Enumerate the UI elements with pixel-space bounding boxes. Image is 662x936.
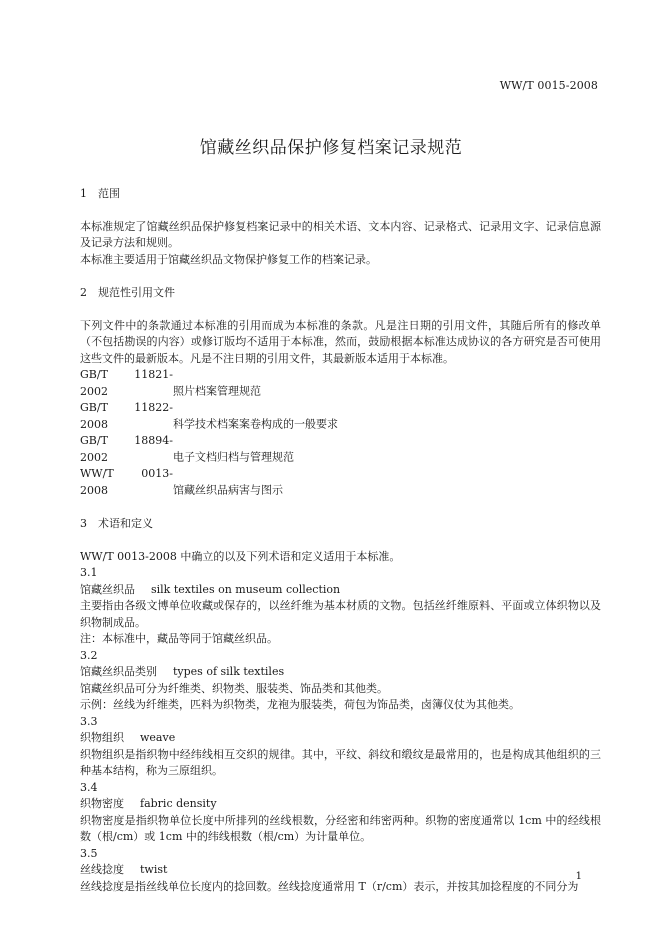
term-definition: 馆藏丝织品可分为纤维类、织物类、服装类、饰品类和其他类。 [80, 681, 388, 695]
term-zh: 丝线捻度 [80, 863, 124, 876]
term-title [80, 582, 601, 599]
term-en: types of silk textiles [173, 665, 285, 678]
term-definition: 织物组织是指织物中经纬线相互交织的规律。其中，平纹、斜纹和缎纹是最常用的，也是构成其他组织的三种基本结构，称为三原组织。 [80, 747, 601, 777]
reference-name: 照片档案管理规范 [173, 384, 261, 398]
term-title [80, 796, 601, 813]
reference-code: GB/T 18894-2002 [80, 434, 173, 464]
term-definition: 织物密度是指织物单位长度中所排列的丝线根数，分经密和纬密两种。织物的密度通常以 1cm 中的经线根数（根/cm）或 1cm 中的纬线根数（根/cm）为计量单位。 [80, 813, 601, 843]
term-title [80, 730, 601, 747]
term-title [80, 862, 601, 879]
term-number: 3.5 [80, 846, 98, 860]
term-title [80, 664, 601, 681]
term-zh: 馆藏丝织品类别 [80, 665, 157, 678]
reference-item [80, 367, 601, 400]
document-title: 馆藏丝织品保护修复档案记录规范 [199, 138, 463, 158]
term-zh: 织物密度 [80, 797, 124, 810]
section-1-heading: 1 范围 [80, 187, 120, 200]
reference-item [80, 433, 601, 466]
term-example: 示例：丝线为纤维类，匹料为织物类，龙袍为服装类，荷包为饰品类，卤簿仪仗为其他类。 [80, 698, 520, 711]
section-1-para-1: 本标准规定了馆藏丝织品保护修复档案记录中的相关术语、文本内容、记录格式、记录用文字、记录信息源及记录方法和规则。 [80, 219, 601, 249]
document-body [80, 186, 601, 895]
term-note: 注：本标准中，藏品等同于馆藏丝织品。 [80, 632, 278, 645]
section-1-para-2: 本标准主要适用于馆藏丝织品文物保护修复工作的档案记录。 [80, 252, 377, 266]
term-zh: 馆藏丝织品 [80, 582, 135, 596]
section-2-heading: 2 规范性引用文件 [80, 286, 175, 299]
reference-name: 馆藏丝织品病害与图示 [173, 483, 283, 497]
section-3-heading: 3 术语和定义 [80, 517, 153, 530]
term-en: fabric density [140, 797, 217, 810]
section-2-intro: 下列文件中的条款通过本标准的引用而成为本标准的条款。凡是注日期的引用文件，其随后所有的修改单（不包括勘误的内容）或修订版均不适用于本标准，然而，鼓励根据本标准达成协议的各方研究是否可使用这些文件的最新版本。凡是不注日期的引用文件，其最新版本适用于本标准。 [80, 318, 601, 365]
reference-item [80, 466, 601, 499]
reference-code: WW/T 0013-2008 [80, 467, 173, 497]
reference-code: GB/T 11821-2002 [80, 368, 173, 398]
term-number: 3.2 [80, 648, 98, 662]
term-number: 3.3 [80, 714, 98, 728]
reference-code: GB/T 11822-2008 [80, 401, 173, 431]
page-number: 1 [575, 871, 582, 882]
term-en: weave [140, 731, 176, 744]
standard-code: WW/T 0015-2008 [499, 79, 598, 92]
reference-name: 电子文档归档与管理规范 [173, 450, 294, 464]
reference-item [80, 400, 601, 433]
term-en: silk textiles on museum collection [151, 582, 341, 596]
term-number: 3.4 [80, 780, 98, 794]
term-number: 3.1 [80, 566, 98, 579]
term-definition: 丝线捻度是指丝线单位长度内的捻回数。丝线捻度通常用 T（r/cm）表示，并按其加捻程度的不同分为 [80, 879, 579, 893]
term-definition: 主要指由各级文博单位收藏或保存的，以丝纤维为基本材质的文物。包括丝纤维原料、平面或立体织物以及织物制成品。 [80, 599, 601, 629]
term-en: twist [140, 863, 168, 876]
reference-name: 科学技术档案案卷构成的一般要求 [173, 417, 338, 431]
term-zh: 织物组织 [80, 731, 124, 744]
section-3-intro: WW/T 0013-2008 中确立的以及下列术语和定义适用于本标准。 [80, 549, 401, 563]
